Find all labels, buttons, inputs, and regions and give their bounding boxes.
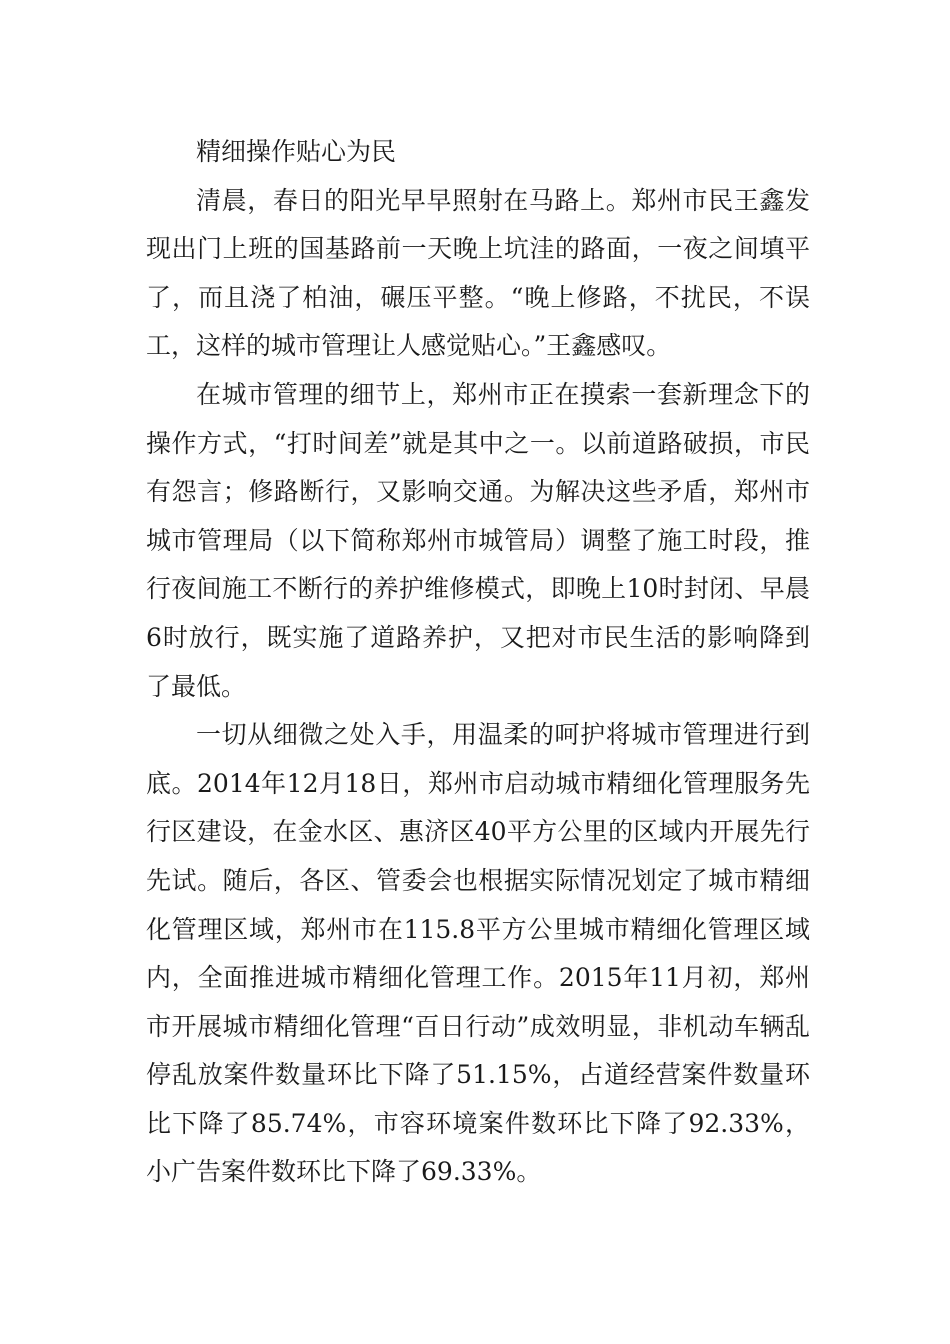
paragraph-time-shift-maintenance: 在城市管理的细节上，郑州市正在摸索一套新理念下的操作方式，“打时间差”就是其中之一。以前道路破损，市民有怨言；修路断行，又影响交通。为解决这些矛盾，郑州市城市管理局（以下简称郑州市城管局）调整了施工时段，推行夜间施工不断行的养护维修模式，即晚上10时封闭、早晨6时放行，既实施了道路养护，又把对市民生活的影响降到了最低。: [146, 379, 810, 701]
paragraph-refined-management-results: 一切从细微之处入手，用温柔的呵护将城市管理进行到底。2014年12月18日，郑州市启动城市精细化管理服务先行区建设，在金水区、惠济区40平方公里的区域内开展先行先试。随后，各区、管委会也根据实际情况划定了城市精细化管理区域，郑州市在115.8平方公里城市精细化管理区域内，全面推进城市精细化管理工作。2015年11月初，郑州市开展城市精细化管理“百日行动”成效明显，非机动车辆乱停乱放案件数量环比下降了51.15%，占道经营案件数量环比下降了85.74%，市容环境案件数环比下降了92.33%，小广告案件数环比下降了69.33%。: [146, 720, 810, 1187]
article-body: [146, 128, 810, 1197]
section-heading: 精细操作贴心为民: [196, 137, 397, 166]
paragraph-morning-road-repair: 清晨，春日的阳光早早照射在马路上。郑州市民王鑫发现出门上班的国基路前一天晚上坑洼的路面，一夜之间填平了，而且浇了柏油，碾压平整。“晚上修路，不扰民，不误工，这样的城市管理让人感觉贴心。”王鑫感叹。: [146, 185, 810, 361]
